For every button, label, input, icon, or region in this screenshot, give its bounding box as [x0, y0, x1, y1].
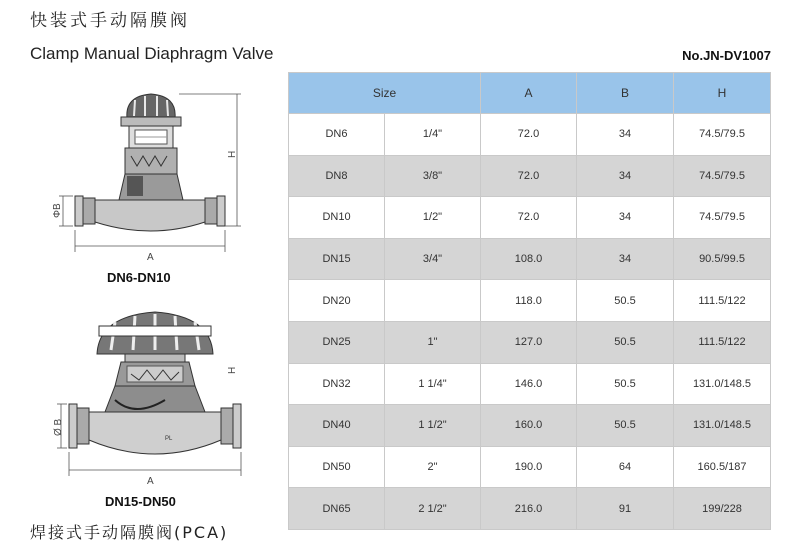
cell-h: 131.0/148.5	[674, 363, 771, 405]
spec-table	[288, 72, 771, 530]
drawing-caption-dn6-dn10: DN6-DN10	[107, 270, 171, 285]
dimension-label-h: H	[227, 150, 238, 158]
header-b: B	[577, 73, 674, 114]
cell-inch: 3/8"	[385, 155, 481, 197]
cell-b: 50.5	[577, 321, 674, 363]
table-row	[289, 321, 771, 363]
cell-b: 50.5	[577, 363, 674, 405]
cell-inch: 1"	[385, 321, 481, 363]
svg-text:PL: PL	[165, 436, 173, 442]
page-title-cn: 快装式手动隔膜阀	[30, 11, 190, 31]
table-row	[289, 197, 771, 239]
cell-h: 74.5/79.5	[674, 114, 771, 156]
dimension-label-b: ΦB	[52, 203, 63, 218]
cell-h: 74.5/79.5	[674, 155, 771, 197]
table-row	[289, 446, 771, 488]
cell-inch: 3/4"	[385, 238, 481, 280]
cell-a: 108.0	[481, 238, 577, 280]
cell-b: 64	[577, 446, 674, 488]
cell-inch: 1/4"	[385, 114, 481, 156]
cell-b: 34	[577, 238, 674, 280]
page-title-en: Clamp Manual Diaphragm Valve	[30, 44, 274, 63]
cell-b: 50.5	[577, 405, 674, 447]
cell-b: 34	[577, 155, 674, 197]
cell-a: 72.0	[481, 197, 577, 239]
model-number: No.JN-DV1007	[682, 48, 771, 63]
cell-b: 34	[577, 114, 674, 156]
drawing-caption-dn15-dn50: DN15-DN50	[105, 494, 176, 509]
cell-h: 111.5/122	[674, 280, 771, 322]
cell-dn: DN65	[289, 488, 385, 530]
cell-h: 131.0/148.5	[674, 405, 771, 447]
table-row	[289, 363, 771, 405]
next-section-title: 焊接式手动隔膜阀(PCA)	[30, 523, 229, 542]
cell-h: 160.5/187	[674, 446, 771, 488]
dimension-label-h: H	[227, 366, 238, 374]
cell-inch: 2 1/2"	[385, 488, 481, 530]
cell-h: 90.5/99.5	[674, 238, 771, 280]
valve-body-small	[59, 94, 241, 252]
cell-a: 146.0	[481, 363, 577, 405]
table-row	[289, 280, 771, 322]
cell-b: 34	[577, 197, 674, 239]
cell-dn: DN20	[289, 280, 385, 322]
cell-a: 72.0	[481, 114, 577, 156]
cell-dn: DN25	[289, 321, 385, 363]
table-row	[289, 488, 771, 530]
cell-a: 72.0	[481, 155, 577, 197]
cell-a: 127.0	[481, 321, 577, 363]
dimension-label-a: A	[147, 476, 154, 487]
cell-a: 118.0	[481, 280, 577, 322]
cell-dn: DN15	[289, 238, 385, 280]
cell-a: 190.0	[481, 446, 577, 488]
valve-body-large	[57, 312, 241, 476]
cell-inch: 1 1/2"	[385, 405, 481, 447]
cell-b: 50.5	[577, 280, 674, 322]
cell-dn: DN8	[289, 155, 385, 197]
cell-dn: DN40	[289, 405, 385, 447]
table-row	[289, 405, 771, 447]
cell-h: 74.5/79.5	[674, 197, 771, 239]
header-size: Size	[289, 73, 481, 114]
table-row	[289, 238, 771, 280]
cell-dn: DN10	[289, 197, 385, 239]
dimension-label-b: Ø B	[53, 418, 64, 436]
cell-inch: 2"	[385, 446, 481, 488]
valve-drawing-dn6-dn10	[52, 80, 245, 265]
cell-b: 91	[577, 488, 674, 530]
cell-h: 199/228	[674, 488, 771, 530]
cell-a: 160.0	[481, 405, 577, 447]
table-header-row	[289, 73, 771, 114]
header-a: A	[481, 73, 577, 114]
table-row	[289, 114, 771, 156]
cell-dn: DN50	[289, 446, 385, 488]
cell-inch: 1 1/4"	[385, 363, 481, 405]
cell-inch: 1/2"	[385, 197, 481, 239]
cell-dn: DN32	[289, 363, 385, 405]
table-row	[289, 155, 771, 197]
valve-drawing-dn15-dn50	[55, 300, 245, 490]
dimension-label-a: A	[147, 252, 154, 263]
cell-h: 111.5/122	[674, 321, 771, 363]
cell-dn: DN6	[289, 114, 385, 156]
cell-inch	[385, 280, 481, 322]
cell-a: 216.0	[481, 488, 577, 530]
header-h: H	[674, 73, 771, 114]
